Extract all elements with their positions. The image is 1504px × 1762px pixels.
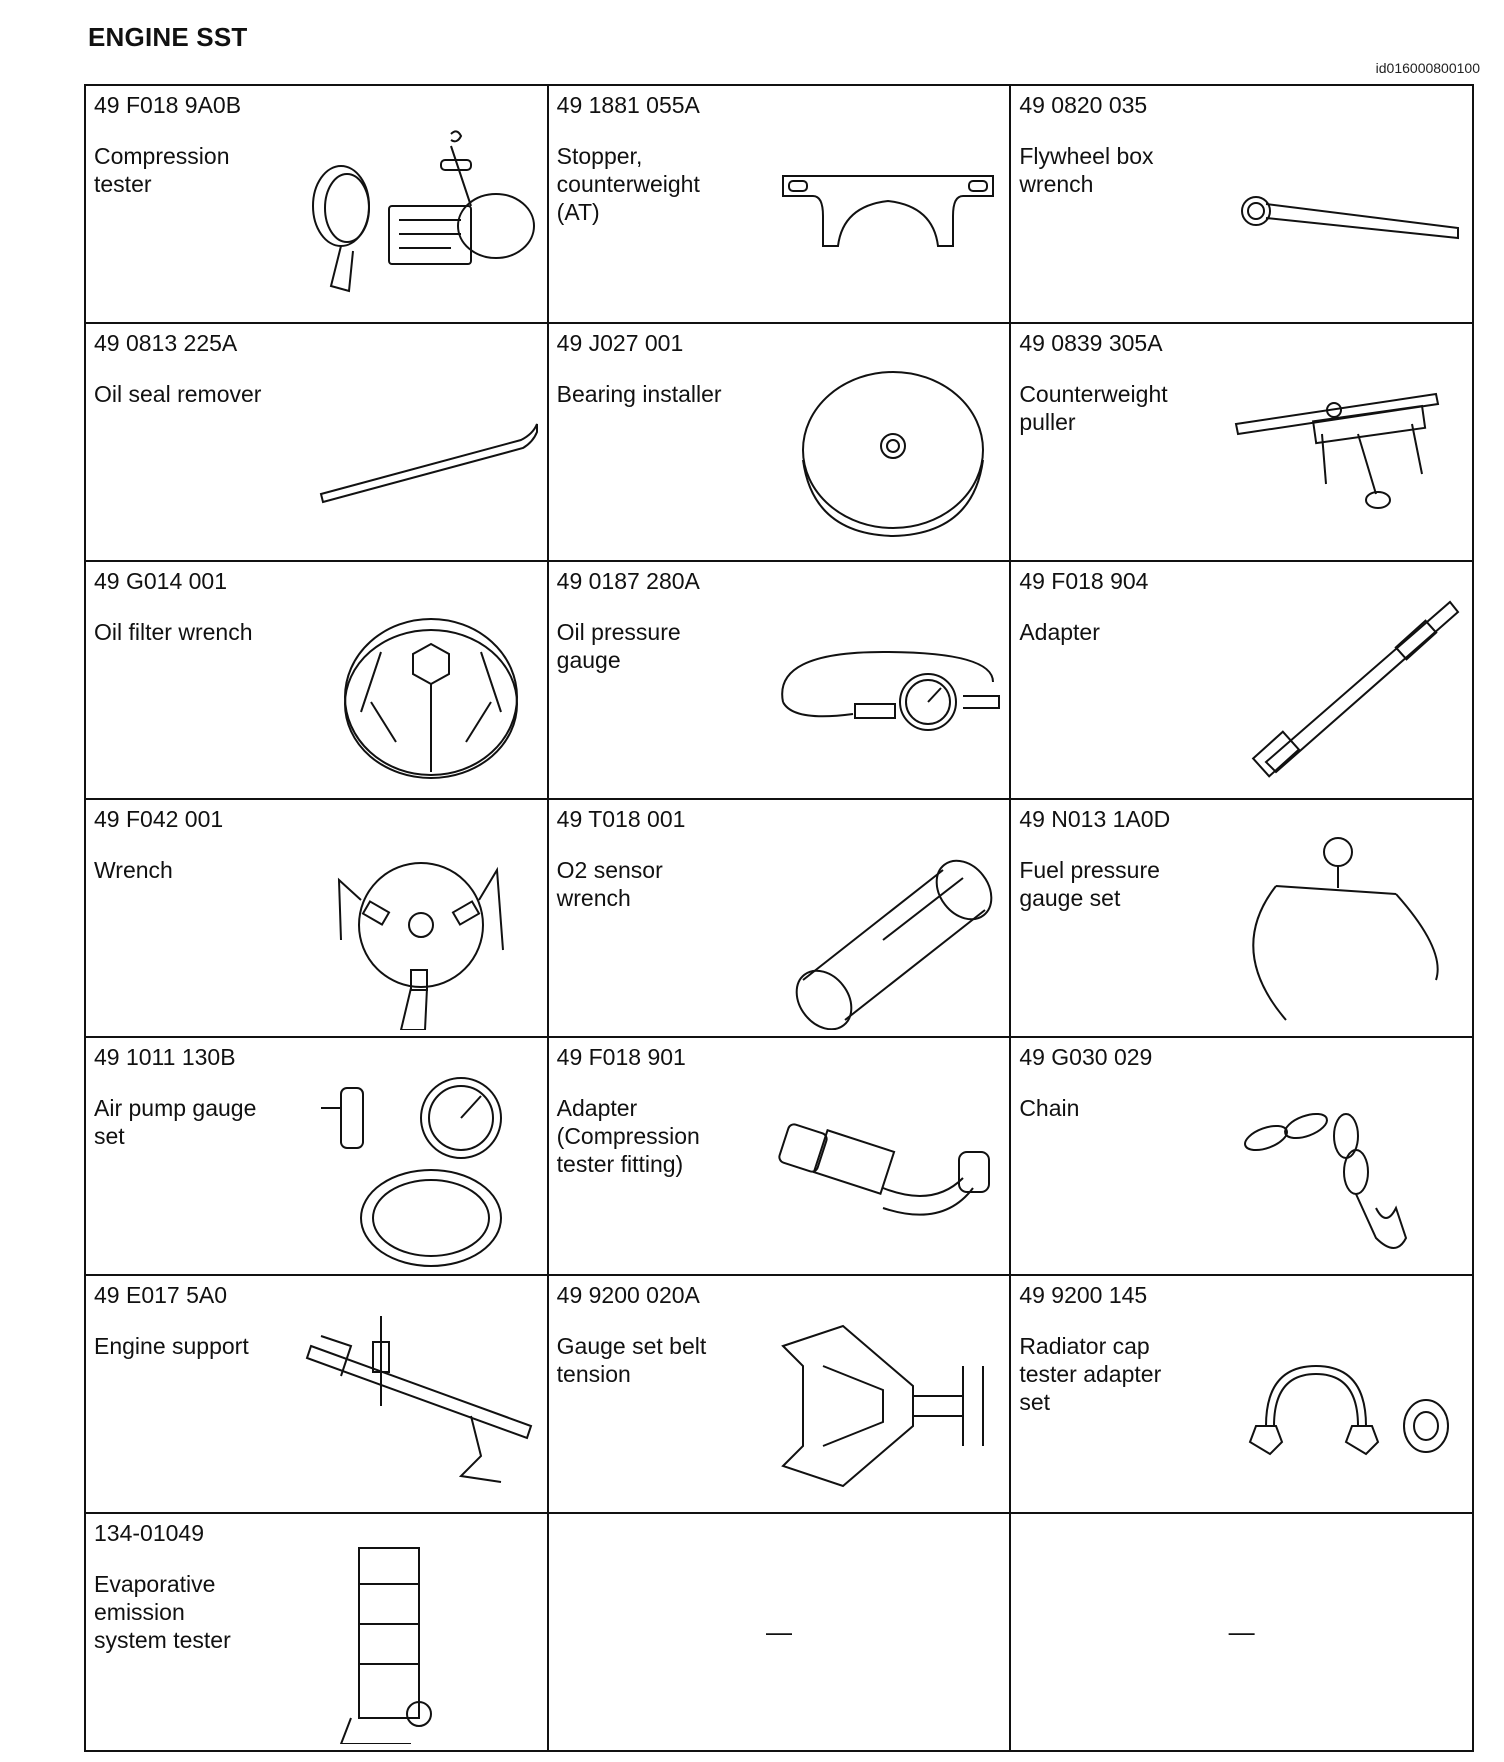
document-id: id016000800100 [1375,60,1480,76]
part-number: 49 1011 130B [94,1044,236,1070]
part-number: 49 1881 055A [556,92,700,118]
tool-cell [85,799,548,1037]
page-title: ENGINE SST [88,22,248,52]
tool-cell [85,561,548,799]
compression-fitting-icon [763,1068,1003,1268]
tool-cell [1010,561,1473,799]
tool-cell [85,1037,548,1275]
table-row [85,1275,1473,1513]
empty-cell [548,1513,1011,1751]
tool-cell [1010,799,1473,1037]
part-number: 134-01049 [94,1520,204,1546]
tool-cell [85,85,548,323]
tool-name: Oil filter wrench [94,619,253,645]
tool-cell [1010,1037,1473,1275]
part-number: 49 F018 901 [556,1044,686,1070]
tool-cell [548,1275,1011,1513]
tool-name: Oil pressure gauge [556,619,681,673]
tool-cell [548,1037,1011,1275]
empty-dash: — [1228,1616,1255,1647]
bearing-installer-icon [763,354,1003,554]
tool-name: Engine support [94,1333,249,1359]
engine-support-icon [301,1306,541,1506]
part-number: 49 T018 001 [556,806,686,832]
tool-name: Fuel pressure gauge set [1019,857,1160,911]
tool-name: Adapter [1019,619,1100,645]
tool-name: Gauge set belt tension [556,1333,707,1387]
tool-name: Flywheel box wrench [1019,143,1154,197]
stopper-counterweight-icon [763,116,1003,316]
tool-cell [1010,323,1473,561]
tool-name: Evaporative emission system tester [94,1571,231,1653]
tool-name: Oil seal remover [94,381,262,407]
table-row [85,85,1473,323]
empty-cell [1010,1513,1473,1751]
fuel-pressure-gauge-icon [1226,830,1466,1030]
tool-name: Stopper, counterweight (AT) [556,143,700,225]
counterweight-puller-icon [1226,354,1466,554]
tool-cell [85,1275,548,1513]
table-row [85,323,1473,561]
tool-cell [85,323,548,561]
part-number: 49 E017 5A0 [94,1282,228,1308]
part-number: 49 F042 001 [94,806,224,832]
tool-cell [1010,85,1473,323]
part-number: 49 0813 225A [94,330,238,356]
adapter-icon [1226,592,1466,792]
tool-name: Radiator cap tester adapter set [1019,1333,1162,1415]
table-row [85,799,1473,1037]
compression-tester-icon [301,116,541,316]
tool-name: O2 sensor wrench [556,857,663,911]
radiator-cap-adapter-icon [1226,1306,1466,1506]
tool-name: Adapter (Compression tester fitting) [556,1095,700,1177]
part-number: 49 G030 029 [1019,1044,1153,1070]
table-row [85,1037,1473,1275]
chain-icon [1226,1068,1466,1268]
empty-dash: — [765,1616,792,1647]
table-row [85,561,1473,799]
tool-cell [548,323,1011,561]
tool-name: Wrench [94,857,173,883]
tool-name: Bearing installer [556,381,722,407]
sst-table [84,84,1474,1752]
part-number: 49 N013 1A0D [1019,806,1171,832]
part-number: 49 9200 020A [556,1282,700,1308]
tool-name: Counterweight puller [1019,381,1168,435]
part-number: 49 J027 001 [556,330,684,356]
table-row [85,1513,1473,1751]
part-number: 49 G014 001 [94,568,228,594]
part-number: 49 F018 904 [1019,568,1149,594]
part-number: 49 0839 305A [1019,330,1163,356]
o2-sensor-wrench-icon [763,830,1003,1030]
tool-cell [548,85,1011,323]
belt-tension-gauge-icon [763,1306,1003,1506]
oil-seal-remover-icon [301,354,541,554]
part-number: 49 0820 035 [1019,92,1148,118]
tool-name: Compression tester [94,143,230,197]
tool-cell [548,799,1011,1037]
oil-pressure-gauge-icon [763,592,1003,792]
tool-cell [548,561,1011,799]
tool-cell [1010,1275,1473,1513]
part-number: 49 0187 280A [556,568,700,594]
part-number: 49 F018 9A0B [94,92,242,118]
part-number: 49 9200 145 [1019,1282,1148,1308]
tool-name: Air pump gauge set [94,1095,257,1149]
wrench-icon [301,830,541,1030]
tool-cell [85,1513,548,1751]
air-pump-gauge-icon [301,1068,541,1268]
oil-filter-wrench-icon [301,592,541,792]
flywheel-box-wrench-icon [1226,116,1466,316]
tool-name: Chain [1019,1095,1080,1121]
evap-tester-icon [301,1544,541,1744]
